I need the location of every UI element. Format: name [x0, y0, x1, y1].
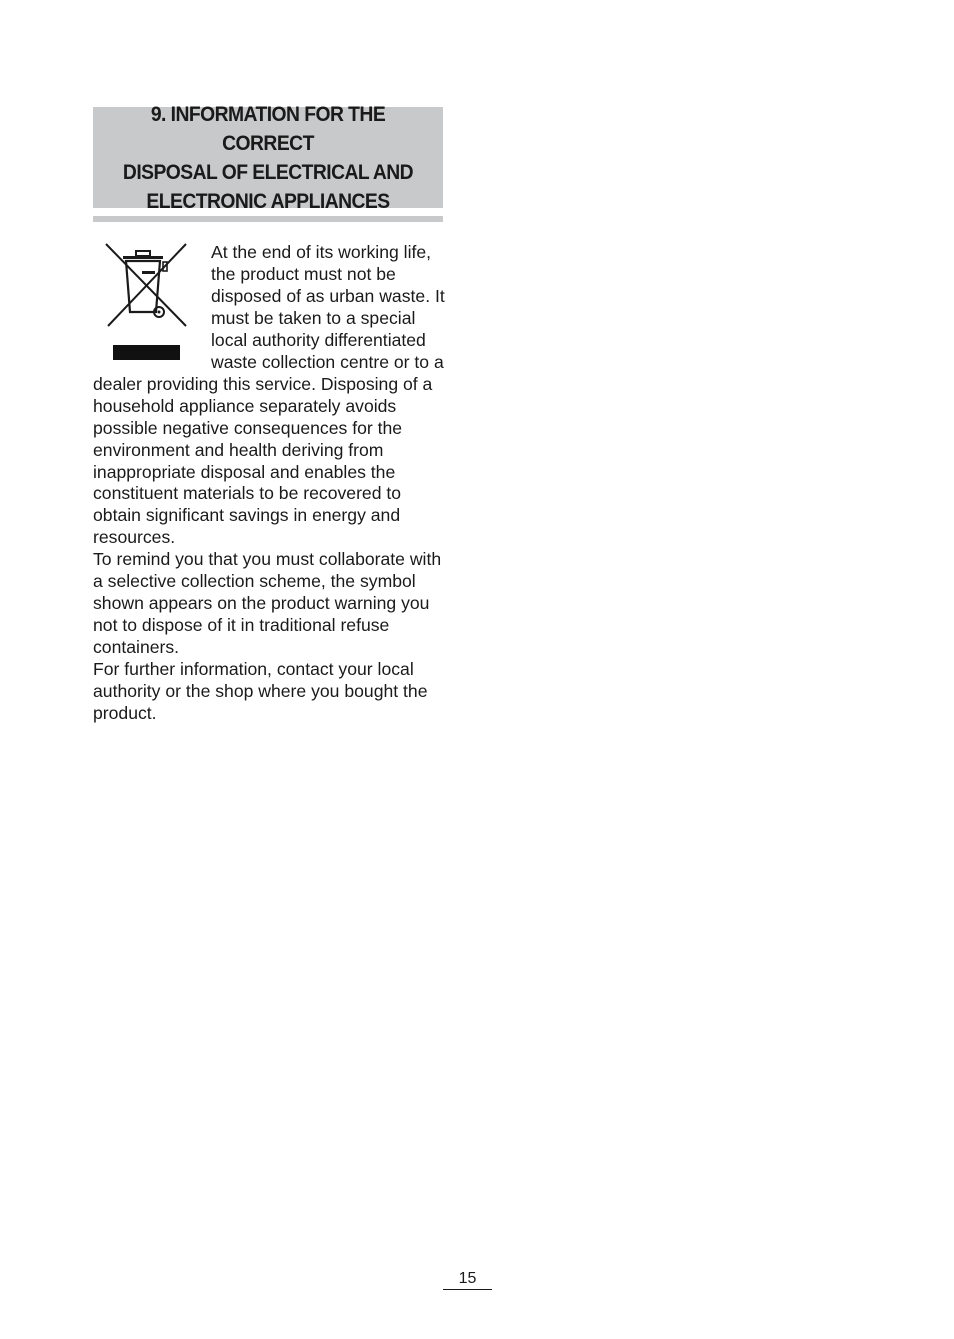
page-number: 15	[443, 1269, 492, 1290]
heading-divider	[93, 216, 443, 222]
crossed-out-wheelie-bin-icon	[93, 242, 197, 366]
paragraph-further-information: For further information, contact your local authority or the shop where you bought the product.	[93, 659, 428, 724]
disposal-information	[93, 242, 445, 725]
paragraph-symbol-reminder: To remind you that you must collaborate with a selective collection scheme, the symbol shown appears on the product warning you not to dispose of it in traditional refuse containers.	[93, 549, 442, 658]
section-title: 9. INFORMATION FOR THE CORRECT DISPOSAL OF ELECTRICAL AND ELECTRONIC APPLIANCES	[122, 102, 414, 213]
paragraph-end-of-life: At the end of its working life, the product must not be disposed of as urban waste. It must be taken to a special local authority differentiated waste collection centre or to a dealer providing this service. Disposing of a household appliance separately avoids possible negative consequences for the environment and health deriving from inappropriate disposal and enables the constituent materials to be recovered to obtain significant savings in energy and resources.	[93, 242, 445, 548]
section-heading-box	[93, 102, 443, 213]
